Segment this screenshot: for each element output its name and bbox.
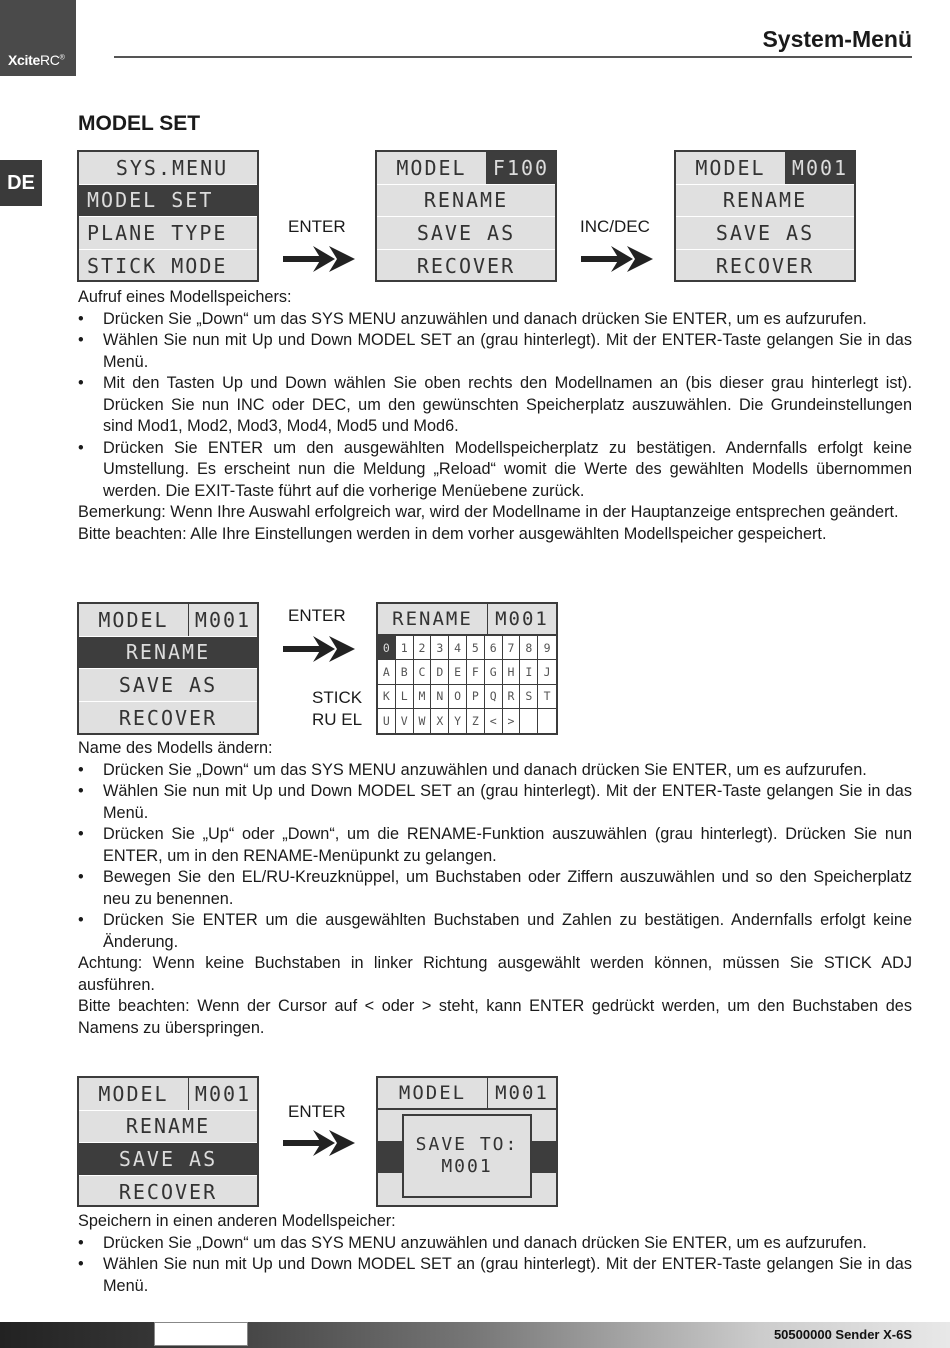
character-cell: Z	[467, 709, 485, 733]
lcd-row-selected: RENAME	[79, 637, 257, 670]
character-cell: W	[414, 709, 432, 733]
lcd-model-f100	[375, 150, 557, 282]
lcd-save-to	[376, 1076, 558, 1207]
list-item: • Wählen Sie nun mit Up und Down MODEL SET an (grau hinterlegt). Mit der ENTER-Taste gelangen Sie in das Menü.	[78, 1254, 912, 1297]
character-cell	[538, 709, 556, 733]
character-cell: A	[378, 660, 396, 684]
popup-line: SAVE TO:	[415, 1134, 519, 1155]
lcd-row: RECOVER	[118, 1179, 218, 1204]
lcd-row: SAVE AS	[676, 217, 854, 250]
lcd-header-label: MODEL	[676, 152, 786, 184]
lcd-row: SYS.MENU	[79, 152, 257, 185]
list-item: • Drücken Sie „Up“ oder „Down“, um die RENAME-Funktion auszuwählen (grau hinterlegt). Drücken Sie nun ENTER, um in den RENAME-Menüpunkt zu gelangen.	[78, 824, 912, 867]
list-item: • Drücken Sie „Down“ um das SYS MENU anzuwählen und danach drücken Sie ENTER, um es aufzurufen.	[78, 760, 912, 782]
stick-label-line: STICK	[312, 688, 363, 707]
lcd-header-row	[79, 1078, 257, 1111]
list-item: • Wählen Sie nun mit Up und Down MODEL SET an (grau hinterlegt). Mit der ENTER-Taste gelangen Sie in das Menü.	[78, 781, 912, 824]
lcd-row: RECOVER	[416, 253, 516, 278]
paragraph-note: Bitte beachten: Alle Ihre Einstellungen werden in dem vorher ausgewählten Modellspeicher gespeichert.	[78, 524, 827, 543]
lcd-model-name: M001	[495, 608, 549, 630]
character-cell: V	[396, 709, 414, 733]
lcd-header-row	[377, 152, 555, 185]
footer-product: 50500000 Sender X-6S	[773, 1327, 912, 1342]
character-cell: T	[538, 685, 556, 709]
lcd-rename-keyboard	[376, 602, 558, 735]
lcd-model-m001	[674, 150, 856, 282]
character-cell: 2	[414, 636, 432, 660]
character-cell: 9	[538, 636, 556, 660]
double-arrow-icon	[581, 246, 653, 272]
arrow-label-enter: ENTER	[288, 606, 346, 625]
lcd-model-name: M001	[194, 1081, 252, 1106]
character-cell: 5	[467, 636, 485, 660]
paragraph-note: Bemerkung: Wenn Ihre Auswahl erfolgreich war, wird der Modellname in der Hauptanzeige entsprechen geändert.	[78, 503, 899, 521]
lcd-row: RECOVER	[118, 705, 218, 730]
list-item: • Mit den Tasten Up und Down wählen Sie oben rechts den Modellnamen an (bis dieser grau hinterlegt ist). Drücken Sie nun INC oder DEC, um den gewünschten Speicherplatz auszuwählen. Die Grundeinstellungen sind Mod1, Mod2, Mod3, Mod4, Mod5 und Mod6.	[78, 373, 912, 438]
character-cell: Y	[449, 709, 467, 733]
double-arrow-icon	[283, 1130, 355, 1156]
text-block-rename	[78, 738, 912, 1039]
brand-registered-mark: ®	[59, 54, 65, 62]
character-cell: 7	[503, 636, 521, 660]
lcd-header-label: MODEL	[377, 152, 487, 184]
stick-label	[312, 687, 362, 731]
stick-label-line: RU EL	[312, 710, 363, 729]
list-item: • Drücken Sie „Down“ um das SYS MENU anzuwählen und danach drücken Sie ENTER, um es aufzurufen.	[78, 1233, 912, 1255]
character-cell	[520, 709, 538, 733]
lcd-row-selected: MODEL SET	[79, 185, 257, 218]
paragraph-note: Achtung: Wenn keine Buchstaben in linker Richtung ausgewählt werden können, müssen Sie STICK ADJ ausführen.	[78, 954, 912, 994]
brand-logo	[8, 52, 64, 68]
lcd-header-label: RENAME	[378, 604, 488, 634]
character-cell: X	[431, 709, 449, 733]
lcd-model-name: F100	[487, 152, 555, 184]
character-cell: S	[520, 685, 538, 709]
character-cell: M	[414, 685, 432, 709]
lcd-header-row	[378, 1078, 556, 1110]
arrow-label-enter: ENTER	[288, 1102, 346, 1121]
character-cell: H	[503, 660, 521, 684]
lcd-row: SAVE AS	[377, 217, 555, 250]
arrow-label-enter: ENTER	[288, 217, 346, 236]
list-item: • Bewegen Sie den EL/RU-Kreuzknüppel, um Buchstaben oder Ziffern auszuwählen und so den Speicherplatz neu zu benennen.	[78, 867, 912, 910]
character-cell: 8	[520, 636, 538, 660]
brand-name-bold: Xcite	[8, 52, 40, 68]
arrow-label-incdec: INC/DEC	[580, 217, 650, 236]
character-cell: Q	[485, 685, 503, 709]
character-cell: F	[467, 660, 485, 684]
lcd-model-name: M001	[194, 607, 252, 632]
character-cell: D	[431, 660, 449, 684]
lcd-header-row	[676, 152, 854, 185]
character-cell: <	[485, 709, 503, 733]
lcd-model-name: M001	[786, 152, 854, 184]
text-block-model-call	[78, 287, 912, 545]
lcd-row: RENAME	[377, 185, 555, 218]
character-cell: J	[538, 660, 556, 684]
character-cell: I	[520, 660, 538, 684]
character-cell: 3	[431, 636, 449, 660]
character-cell: N	[431, 685, 449, 709]
brand-name-light: RC	[39, 52, 60, 68]
lcd-header-row	[79, 604, 257, 637]
lcd-row: RENAME	[79, 1111, 257, 1144]
double-arrow-icon	[283, 636, 355, 662]
lcd-header-label: MODEL	[378, 1078, 488, 1108]
bullet-list	[78, 309, 912, 503]
paragraph-intro: Aufruf eines Modellspeichers:	[78, 288, 292, 306]
character-cell: 0	[378, 636, 396, 660]
lcd-row: STICK MODE	[87, 253, 228, 278]
header-divider	[114, 56, 912, 58]
lcd-sys-menu	[77, 150, 259, 282]
list-item: • Drücken Sie „Down“ um das SYS MENU anzuwählen und danach drücken Sie ENTER, um es aufzurufen.	[78, 309, 912, 331]
paragraph-intro: Name des Modells ändern:	[78, 739, 273, 757]
text-block-save-as	[78, 1211, 912, 1297]
page-title: System-Menü	[762, 26, 912, 52]
lcd-row: RENAME	[676, 185, 854, 218]
lcd-header-label: MODEL	[79, 604, 189, 636]
character-cell: 1	[396, 636, 414, 660]
character-cell: K	[378, 685, 396, 709]
footer-page-box	[154, 1322, 248, 1346]
section-title: MODEL SET	[78, 112, 201, 135]
character-cell: >	[503, 709, 521, 733]
character-cell: 6	[485, 636, 503, 660]
character-cell: U	[378, 709, 396, 733]
character-cell: R	[503, 685, 521, 709]
lcd-header-label: MODEL	[79, 1078, 189, 1110]
paragraph-intro: Speichern in einen anderen Modellspeicher:	[78, 1212, 396, 1230]
bullet-list	[78, 1233, 912, 1298]
popup-line: M001	[441, 1156, 493, 1177]
lcd-row: SAVE AS	[79, 669, 257, 702]
character-cell: B	[396, 660, 414, 684]
character-cell: O	[449, 685, 467, 709]
brand-logo-box	[0, 0, 76, 76]
paragraph-note: Bitte beachten: Wenn der Cursor auf < oder > steht, kann ENTER gedrückt werden, um den Buchstaben des Namens zu überspringen.	[78, 997, 912, 1037]
lcd-rename-select	[77, 602, 259, 735]
character-cell: 4	[449, 636, 467, 660]
double-arrow-icon	[283, 246, 355, 272]
character-cell: P	[467, 685, 485, 709]
lcd-save-as-select	[77, 1076, 259, 1207]
lcd-row: RECOVER	[715, 253, 815, 278]
language-tab: DE	[0, 160, 42, 206]
character-cell: G	[485, 660, 503, 684]
list-item: • Drücken Sie ENTER um die ausgewählten Buchstaben und Zahlen zu bestätigen. Andernfalls erfolgt keine Änderung.	[78, 910, 912, 953]
bullet-list	[78, 760, 912, 954]
save-to-popup	[402, 1114, 532, 1198]
list-item: • Drücken Sie ENTER um den ausgewählten Modellspeicherplatz zu bestätigen. Andernfalls erfolgt keine Umstellung. Es erscheint nun die Meldung „Reload“ womit die Werte des gewählten Modells übernommen werden. Die EXIT-Taste führt auf die vorherige Menüebene zurück.	[78, 438, 912, 503]
lcd-header-row	[378, 604, 556, 636]
lcd-model-name: M001	[495, 1082, 549, 1104]
list-item: • Wählen Sie nun mit Up und Down MODEL SET an (grau hinterlegt). Mit der ENTER-Taste gelangen Sie in das Menü.	[78, 330, 912, 373]
character-grid	[378, 636, 556, 733]
lcd-row-selected: SAVE AS	[79, 1143, 257, 1176]
character-cell: L	[396, 685, 414, 709]
lcd-row: PLANE TYPE	[79, 217, 257, 250]
character-cell: C	[414, 660, 432, 684]
character-cell: E	[449, 660, 467, 684]
